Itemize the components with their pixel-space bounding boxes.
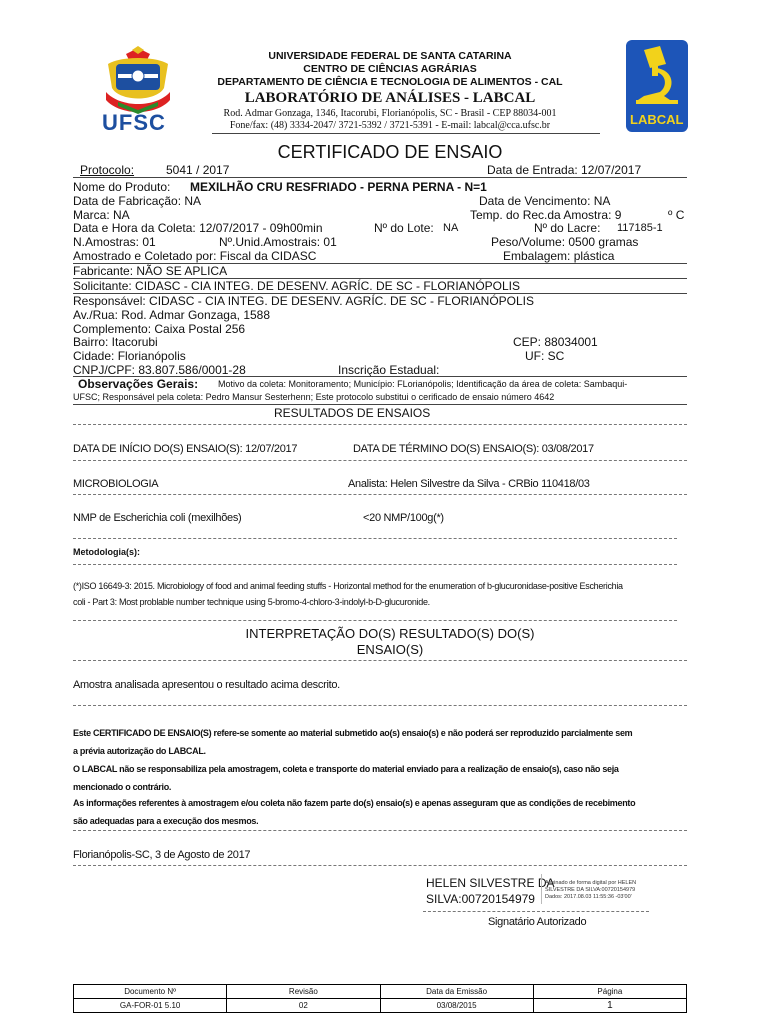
- footer-page-number: 1: [533, 999, 686, 1013]
- complement: Complemento: Caixa Postal 256: [73, 322, 246, 336]
- method-line-1: (*)ISO 16649-3: 2015. Microbiology of food and animal feeding stuffs - Horizontal method for the enumeration of b-glucuronidase-positive Escherichia: [73, 581, 623, 591]
- ufsc-logo-text: UFSC: [102, 110, 166, 135]
- signer-name-line-2: SILVA:00720154979: [426, 892, 535, 906]
- note-line: O LABCAL não se responsabiliza pela amostragem, coleta e transporte do material enviado para a realização de ensaio(s), caso não seja: [73, 764, 619, 774]
- signature-divider: [541, 874, 544, 904]
- test-area: MICROBIOLOGIA: [73, 478, 159, 490]
- sample-temperature: Temp. do Rec.da Amostra: 9: [470, 208, 622, 222]
- signer-name-line-1: HELEN SILVESTRE DA: [426, 876, 555, 890]
- sample-count: N.Amostras: 01: [73, 235, 156, 249]
- footer-header-revision: Revisão: [227, 985, 380, 999]
- brand: Marca: NA: [73, 208, 130, 222]
- manufacture-date: Data de Fabricação: NA: [73, 194, 202, 208]
- street: Av./Rua: Rod. Admar Gonzaga, 1588: [73, 308, 271, 322]
- weight-volume: Peso/Volume: 0500 gramas: [491, 235, 639, 249]
- note-line: Este CERTIFICADO DE ENSAIO(S) refere-se somente ao material submetido ao(s) ensaio(s) e não poderá ser reproduzido parcialmente sem: [73, 728, 633, 738]
- lab-address: Rod. Admar Gonzaga, 1346, Itacorubi, Florianópolis, SC - Brasil - CEP 88034-001: [223, 108, 557, 119]
- district: Bairro: Itacorubi: [73, 335, 158, 349]
- footer-revision: 02: [227, 999, 380, 1013]
- sample-units: Nº.Unid.Amostrais: 01: [219, 235, 337, 249]
- observations-line-2: UFSC; Responsável pela coleta: Pedro Mansur Sesterhenn; Este protocolo substitui o cerificado de ensaio número 4642: [73, 392, 555, 402]
- temperature-unit: º C: [668, 208, 685, 222]
- place-and-date: Florianópolis-SC, 3 de Agosto de 2017: [73, 849, 251, 861]
- center-name: CENTRO DE CIÊNCIAS AGRÁRIAS: [303, 63, 477, 75]
- note-line: são adequadas para a execução dos mesmos.: [73, 816, 259, 826]
- footer-header-document: Documento Nº: [74, 985, 227, 999]
- interpretation-heading: INTERPRETAÇÃO DO(S) RESULTADO(S) DO(S): [245, 626, 535, 641]
- department-name: DEPARTAMENTO DE CIÊNCIA E TECNOLOGIA DE ALIMENTOS - CAL: [217, 76, 563, 88]
- lab-phone: Fone/fax: (48) 3334-2047/ 3721-5392 / 3721-5391 - E-mail: labcal@cca.ufsc.br: [229, 120, 551, 131]
- method-line-2: coli - Part 3: Most problable number technique using 5-bromo-4-chloro-3-indolyl-b-D-glucuronide.: [73, 597, 430, 607]
- postal-code: CEP: 88034001: [513, 335, 598, 349]
- product-label: Nome do Produto:: [73, 180, 171, 194]
- lot-value: NA: [443, 222, 459, 234]
- tax-id: CNPJ/CPF: 83.807.586/0001-28: [73, 363, 246, 377]
- note-line: As informações referentes à amostragem e/ou coleta não fazem parte do(s) ensaio(s) e apenas asseguram que as condições de recebimento: [73, 798, 636, 808]
- digital-signature-line-3: Dados: 2017.08.03 11:55:36 -03'00': [545, 894, 632, 900]
- digital-signature-line-1: Assinado de forma digital por HELEN: [545, 880, 637, 886]
- sampled-by: Amostrado e Coletado por: Fiscal da CIDASC: [73, 249, 317, 263]
- signatory-role: Signatário Autorizado: [488, 916, 587, 928]
- packaging: Embalagem: plástica: [503, 249, 615, 263]
- certificate-title: CERTIFICADO DE ENSAIO: [277, 142, 503, 162]
- interpretation-text: Amostra analisada apresentou o resultado acima descrito.: [73, 679, 340, 691]
- responsible: Responsável: CIDASC - CIA INTEG. DE DESENV. AGRÍC. DE SC - FLORIANÓPOLIS: [73, 294, 535, 308]
- state: UF: SC: [525, 349, 565, 363]
- test-result: <20 NMP/100g(*): [363, 512, 444, 524]
- city: Cidade: Florianópolis: [73, 349, 186, 363]
- university-name: UNIVERSIDADE FEDERAL DE SANTA CATARINA: [268, 50, 512, 62]
- digital-signature-line-2: SILVESTRE DA SILVA:00720154979: [545, 887, 636, 893]
- observations-label: Observações Gerais:: [78, 377, 199, 391]
- note-line: mencionado o contrário.: [73, 782, 172, 792]
- test-end-date: DATA DE TÉRMINO DO(S) ENSAIO(S): 03/08/2017: [353, 443, 594, 455]
- entry-date: Data de Entrada: 12/07/2017: [487, 163, 642, 177]
- product-value: MEXILHÃO CRU RESFRIADO - PERNA PERNA - N=1: [190, 180, 487, 194]
- footer-header-issue-date: Data da Emissão: [380, 985, 533, 999]
- state-registration: Inscrição Estadual:: [338, 363, 440, 377]
- microscope-icon: [626, 40, 688, 110]
- collection-datetime: Data e Hora da Coleta: 12/07/2017 - 09h00min: [73, 221, 323, 235]
- expiry-date: Data de Vencimento: NA: [479, 194, 611, 208]
- results-heading: RESULTADOS DE ENSAIOS: [274, 406, 431, 420]
- test-start-date: DATA DE INÍCIO DO(S) ENSAIO(S): 12/07/2017: [73, 443, 298, 455]
- footer-document-number: GA-FOR-01 5.10: [74, 999, 227, 1013]
- labcal-logo-text: LABCAL: [630, 112, 684, 127]
- test-name: NMP de Escherichia coli (mexilhões): [73, 512, 242, 524]
- signature-line: [423, 911, 649, 912]
- seal-label: Nº do Lacre:: [534, 221, 601, 235]
- document-footer-table: [73, 984, 687, 1013]
- protocol-value: 5041 / 2017: [166, 163, 230, 177]
- observations-line-1: Motivo da coleta: Monitoramento; Município: FLorianópolis; Identificação da área de coleta: Sambaqui-: [218, 379, 628, 389]
- footer-issue-date: 03/08/2015: [380, 999, 533, 1013]
- requester: Solicitante: CIDASC - CIA INTEG. DE DESENV. AGRÍC. DE SC - FLORIANÓPOLIS: [73, 279, 521, 293]
- ufsc-logo: [100, 44, 176, 136]
- interpretation-heading-2: ENSAIO(S): [356, 642, 424, 657]
- protocol-label: Protocolo:: [80, 163, 135, 177]
- labcal-logo: [626, 40, 688, 132]
- lot-label: Nº do Lote:: [374, 221, 434, 235]
- footer-header-page: Página: [533, 985, 686, 999]
- lab-name: LABORATÓRIO DE ANÁLISES - LABCAL: [244, 90, 536, 106]
- methodology-label: Metodologia(s):: [73, 547, 140, 557]
- analyst: Analista: Helen Silvestre da Silva - CRBio 110418/03: [348, 478, 590, 490]
- seal-value: 117185-1: [617, 222, 663, 234]
- note-line: a prévia autorização do LABCAL.: [73, 746, 206, 756]
- manufacturer: Fabricante: NÃO SE APLICA: [73, 264, 228, 278]
